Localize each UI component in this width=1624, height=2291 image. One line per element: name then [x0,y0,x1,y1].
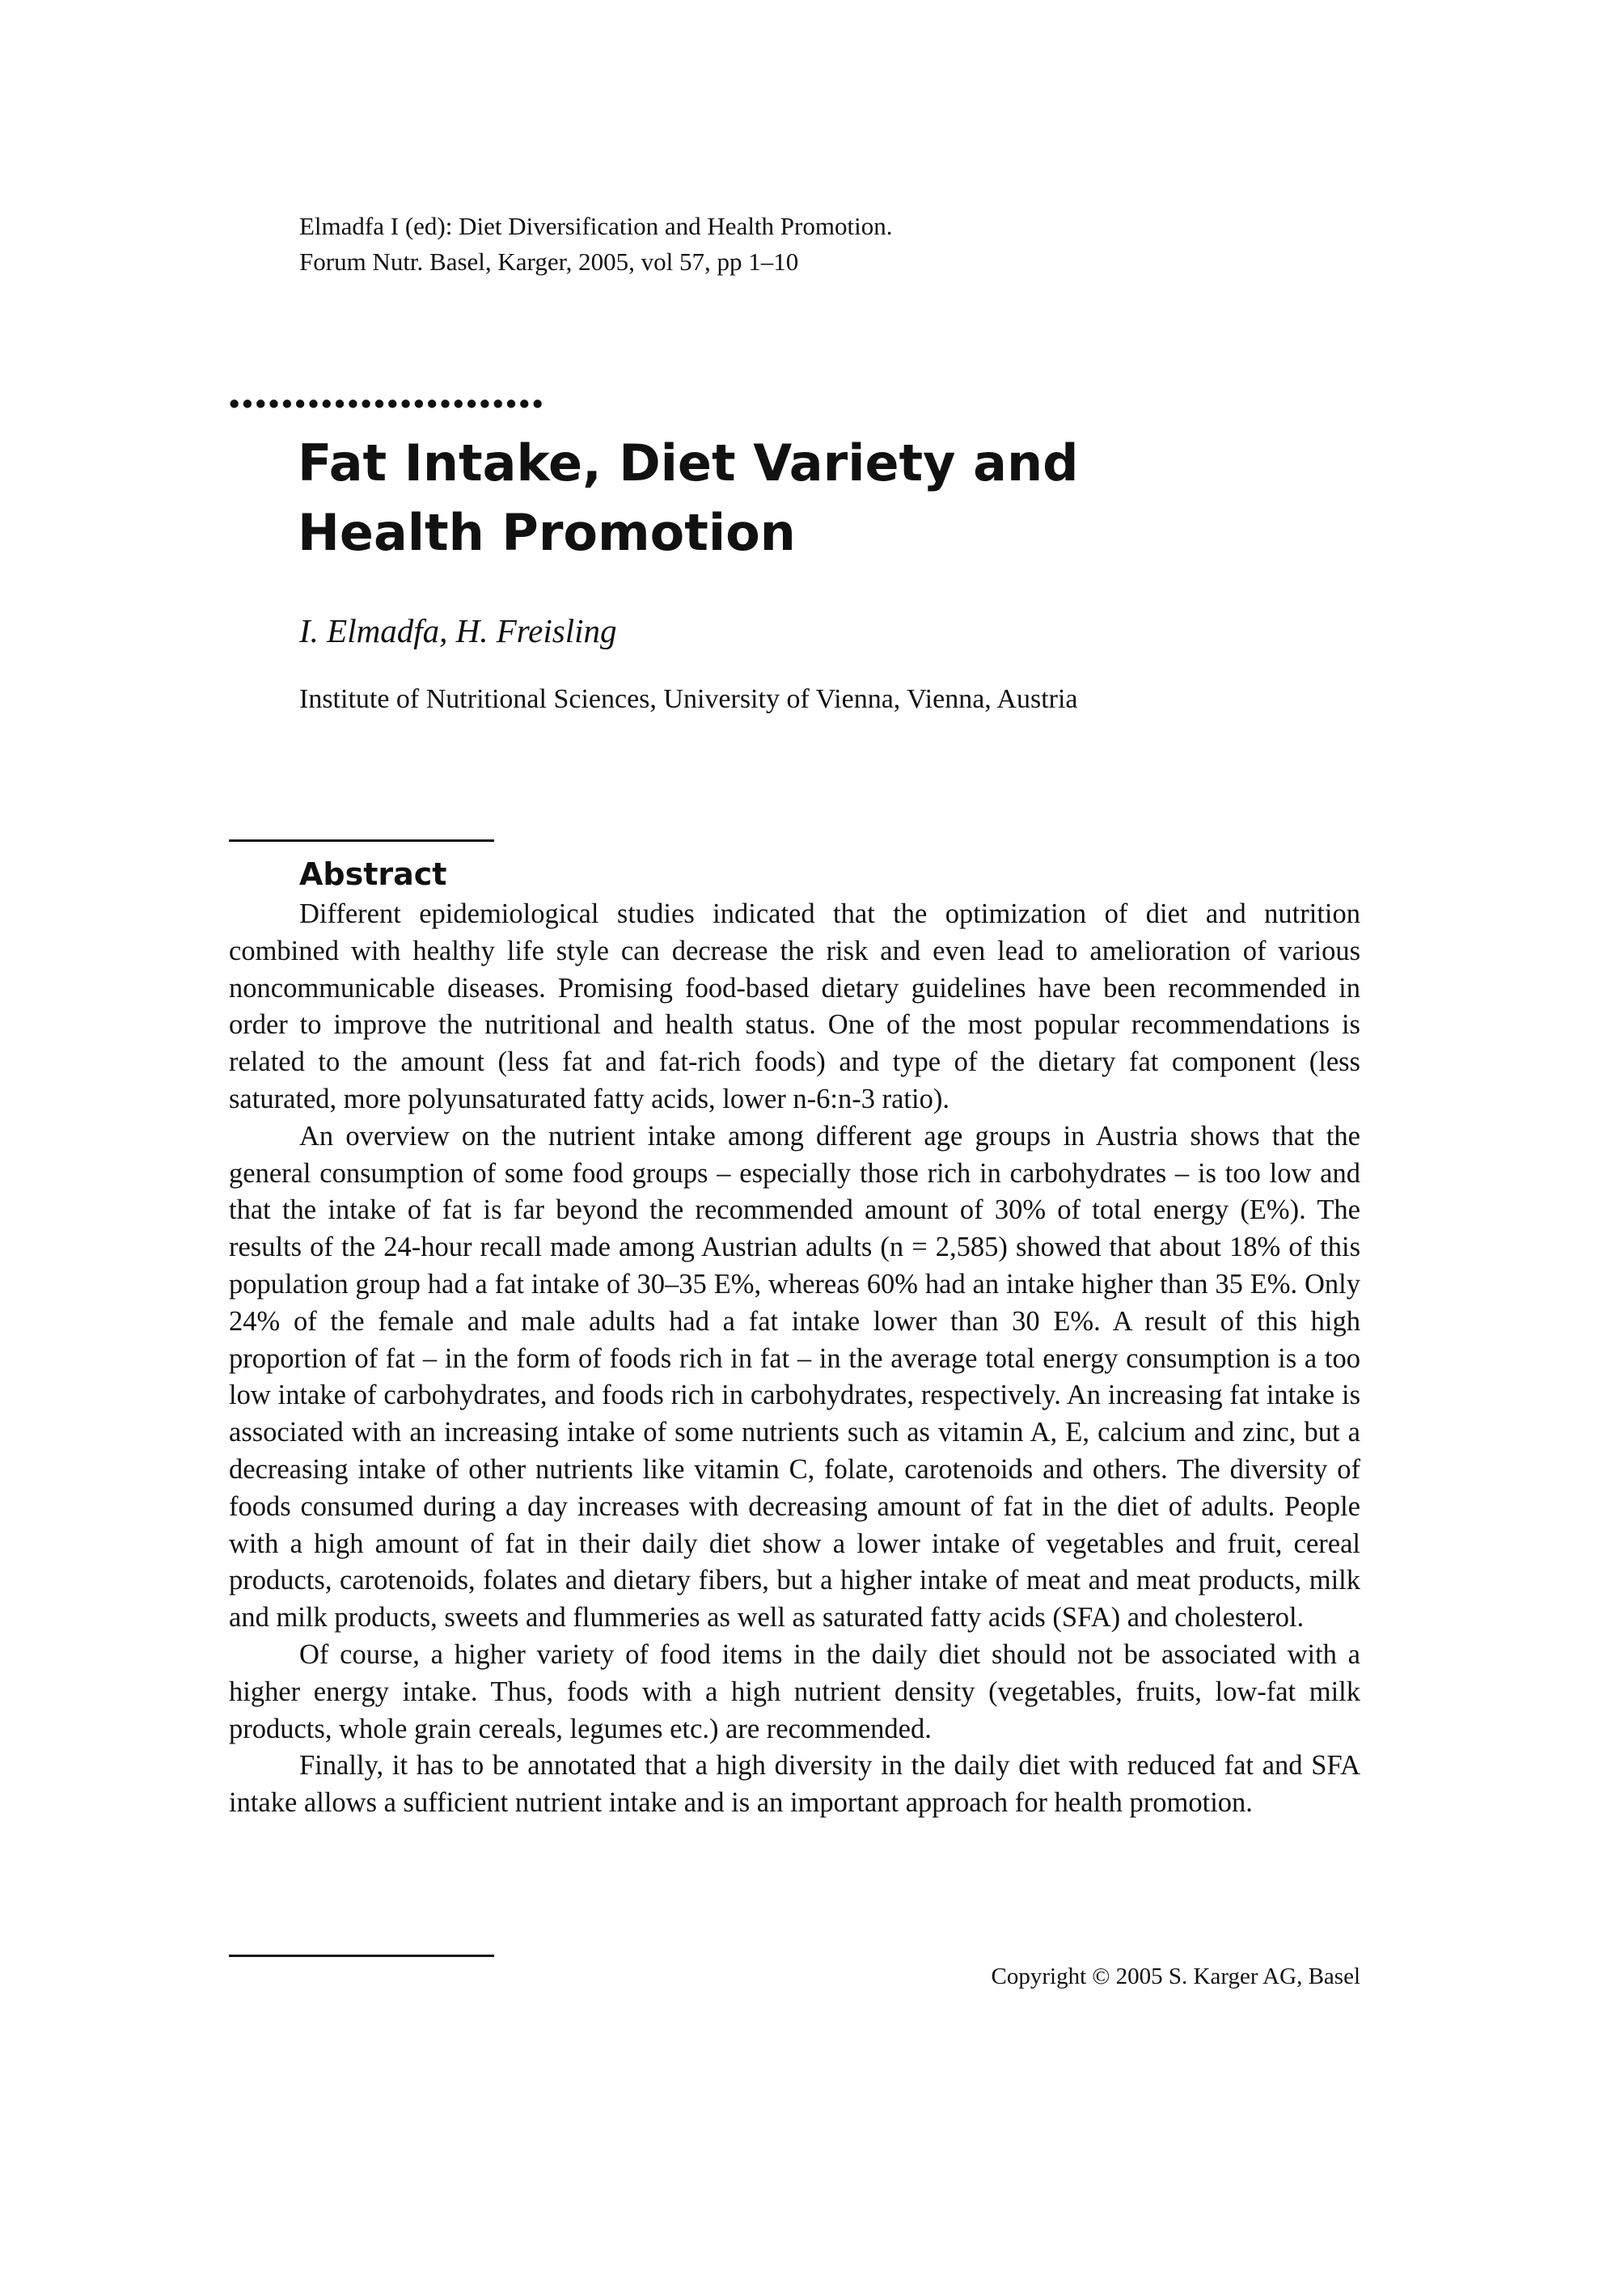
citation-line-1: Elmadfa I (ed): Diet Diversification and Health Promotion. [299,212,893,240]
abstract-body [229,896,1360,1822]
abstract-top-rule [229,839,494,842]
journal-citation [299,209,1351,280]
title-line-1: Fat Intake, Diet Variety and [298,433,1079,492]
abstract-bottom-rule [229,1955,494,1957]
author-list: I. Elmadfa, H. Freisling [299,612,617,649]
citation-line-2: Forum Nutr. Basel, Karger, 2005, vol 57, pp 1–10 [299,247,799,276]
copyright-notice: Copyright © 2005 S. Karger AG, Basel [991,1963,1360,1989]
abstract-paragraph-4: Finally, it has to be annotated that a high diversity in the daily diet with reduced fat and SFA intake allows a sufficient nutrient intake and is an important approach for health promotion. [229,1750,1360,1819]
title-line-2: Health Promotion [298,503,796,562]
author-affiliation: Institute of Nutritional Sciences, University of Vienna, Vienna, Austria [299,684,1078,714]
article-title [298,429,1430,568]
abstract-heading: Abstract [299,856,447,892]
dotted-ornament: •••••••••••••••••••••••• [229,387,546,421]
abstract-paragraph-1: Different epidemiological studies indicated that the optimization of diet and nutrition combined with healthy life style can decrease the risk and even lead to amelioration of various noncommunicable diseases. Promising food-based dietary guidelines have been recommended in order to improve the nutritional and health status. One of the most popular recommendations is related to the amount (less fat and fat-rich foods) and type of the dietary fat component (less saturated, more polyunsaturated fatty acids, lower n-6:n-3 ratio). [229,898,1360,1114]
abstract-paragraph-2: An overview on the nutrient intake among different age groups in Austria shows that the general consumption of some food groups – especially those rich in carbohydrates – is too low and that the intake of fat is far beyond the recommended amount of 30% of total energy (E%). The results of the 24-hour recall made among Austrian adults (n = 2,585) showed that about 18% of this population group had a fat intake of 30–35 E%, whereas 60% had an intake higher than 35 E%. Only 24% of the female and male adults had a fat intake lower than 30 E%. A result of this high proportion of fat – in the form of foods rich in fat – in the average total energy consumption is a too low intake of carbohydrates, and foods rich in carbohydrates, respectively. An increasing fat intake is associated with an increasing intake of some nutrients such as vitamin A, E, calcium and zinc, but a decreasing intake of other nutrients like vitamin C, folate, carotenoids and others. The diversity of foods consumed during a day increases with decreasing amount of fat in the diet of adults. People with a high amount of fat in their daily diet show a lower intake of vegetables and fruit, cereal products, carotenoids, folates and dietary fibers, but a higher intake of meat and meat products, milk and milk products, sweets and flummeries as well as saturated fatty acids (SFA) and cholesterol. [229,1120,1360,1634]
abstract-paragraph-3: Of course, a higher variety of food items in the daily diet should not be associated with a higher energy intake. Thus, foods with a high nutrient density (vegetables, fruits, low-fat milk products, whole grain cereals, legumes etc.) are recommended. [229,1638,1360,1744]
